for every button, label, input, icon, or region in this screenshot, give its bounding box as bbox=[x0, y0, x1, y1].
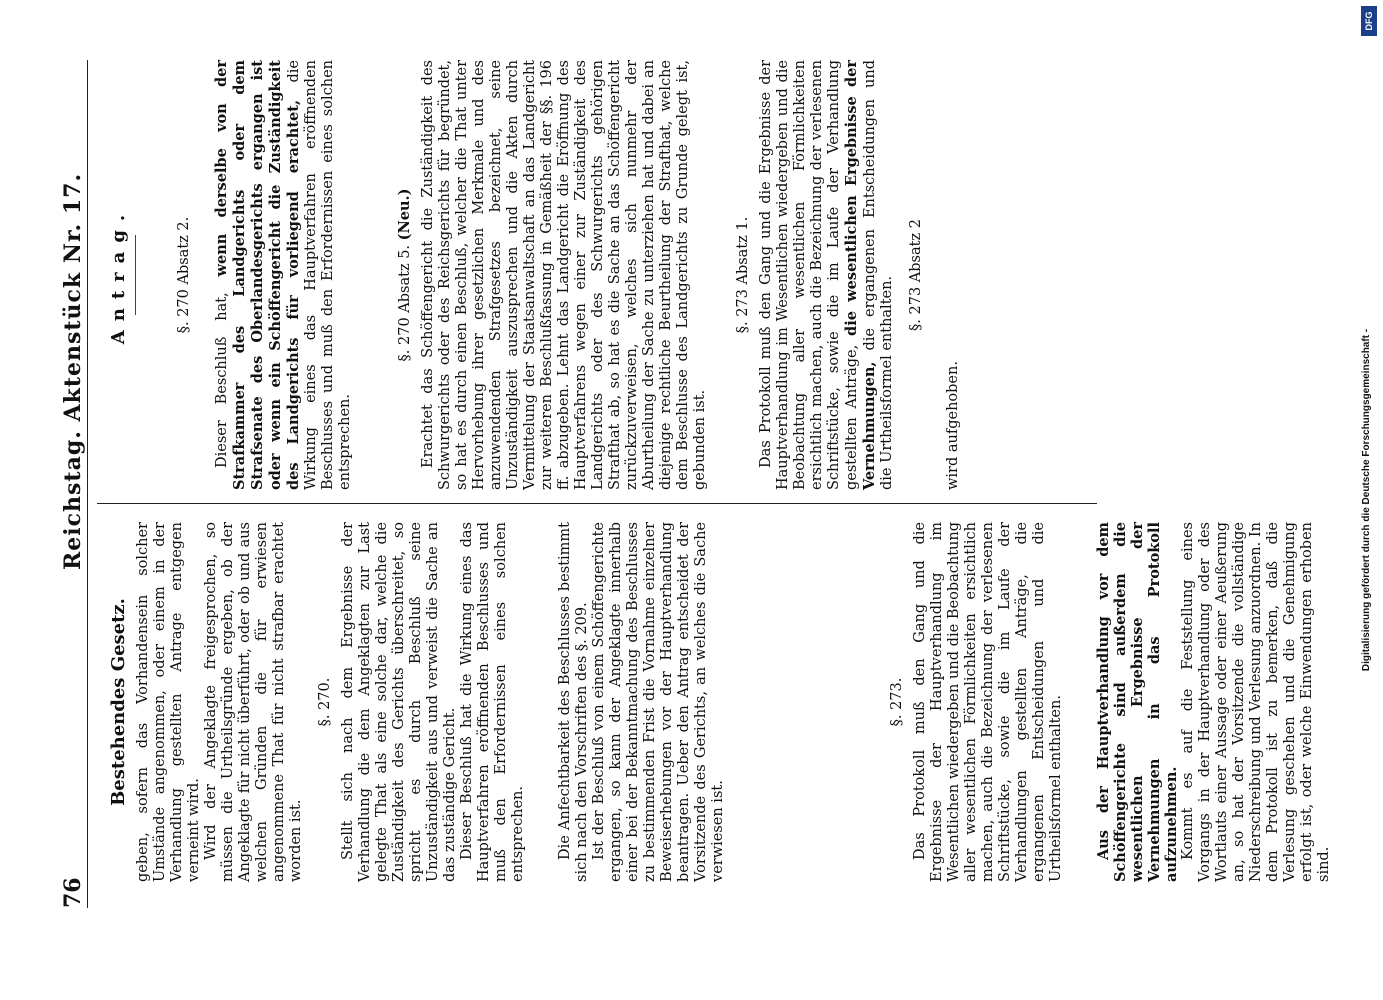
paragraph bbox=[758, 60, 896, 490]
paragraph: Kommt es auf die Feststellung eines Vorgangs in der Hauptverhandlung oder des Wortlauts einer Aussage oder einer Aeußerung an, so hat der Vorsitzende die vollständige Niederschreibung und Verlesung anzuordnen. In dem Protokoll ist zu bemerken, daß die Verlesung geschehen und die Genehmigung erfolgt ist, oder welche Einwendungen erhoben sind. bbox=[1180, 522, 1332, 882]
paragraph: Das Protokoll muß den Gang und die Ergebnisse der Hauptverhandlung im Wesentlichen wiedergeben und die Beobachtung aller wesentlichen Förmlichkeiten ersichtlich machen, auch die Bezeichnung der verlesenen Schriftstücke, sowie die im Laufe der Verhandlungen gestellten Anträge, die ergangenen Entscheidungen und die Urtheilsformel enthalten. bbox=[912, 522, 1064, 882]
digitization-note-text: Digitalisierung gefördert durch die Deutsche Forschungsgemeinschaft - bbox=[1361, 328, 1372, 672]
text-run: Das Protokoll muß den Gang und die Ergebnisse der Hauptverhandlung im Wesentlichen wiedergeben und die Beobachtung aller wesentlichen Förmlichkeiten ersichtlich machen, auch die Bezeichnung der verlesenen Schriftstücke, sowie die im Laufe der Verhandlung gestellten Anträge, bbox=[758, 60, 860, 490]
section-heading: §. 270 Absatz 2. bbox=[176, 216, 192, 334]
paragraph-bold: Aus der Hauptverhandlung vor dem Schöffengerichte sind außerdem die wesentlichen Ergebnisse der Vernehmungen in das Protokoll aufzunehmen. bbox=[1095, 522, 1180, 882]
new-marker: (Neu.) bbox=[396, 188, 413, 241]
section-heading: §. 273 Absatz 2 bbox=[908, 219, 924, 331]
paragraph: Wird der Angeklagte freigesprochen, so müssen die Urtheilsgründe ergeben, ob der Angeklagte für nicht überführt, oder ob und aus welchen Gründen die für erwiesen angenommene That für nicht strafbar erachtet worden ist. bbox=[203, 522, 304, 882]
text-run: Dieser Beschluß hat, bbox=[214, 276, 230, 468]
dfg-logo-text: DFG bbox=[1364, 11, 1374, 31]
text-run: die ergangenen Entscheidungen und die Urtheilsformel enthalten. bbox=[862, 60, 895, 490]
section-heading: §. 273 Absatz 1. bbox=[735, 216, 751, 334]
text-run-bold: die wesentlichen Ergebnisse der Vernehmungen, bbox=[843, 60, 878, 490]
column-proposal bbox=[110, 60, 962, 490]
paragraph: geben, sofern das Vorhandensein solcher Umstände angenommen, oder einem in der Verhandlung gestellten Antrage entgegen verneint wird. bbox=[135, 522, 202, 882]
section-heading: §. 270. bbox=[317, 677, 333, 727]
paragraph: Dieser Beschluß hat die Wirkung eines das Hauptverfahren eröffnenden Beschlusses und muß den Erfordernissen eines solchen entsprechen. bbox=[459, 522, 526, 882]
column-divider bbox=[97, 503, 1097, 504]
text-run-bold: wenn derselbe von der Strafkammer des Landgerichts oder dem Strafsenate des Oberlandesgerichts ergangen ist oder wenn ein Schöffengericht die Zuständigkeit des Landgerichts für vorliegend erachtet, bbox=[213, 60, 302, 490]
digitization-note bbox=[1361, 20, 1377, 980]
section-label: §. 270 Absatz 5. bbox=[397, 244, 413, 362]
section-heading: §. 273. bbox=[889, 677, 905, 727]
column-heading-proposal: Antrag. bbox=[108, 205, 129, 345]
section-heading bbox=[396, 60, 414, 490]
paragraph bbox=[213, 60, 354, 490]
paragraph: Die Anfechtbarkeit des Beschlusses bestimmt sich nach den Vorschriften des §. 209. bbox=[557, 522, 590, 882]
column-existing-law bbox=[110, 522, 1333, 882]
column-heading-existing-law: Bestehendes Gesetz. bbox=[108, 598, 129, 806]
text-run: die Wirkung eines das Hauptverfahren eröffnenden Beschlusses und muß den Erfordernissen eines solchen entsprechen. bbox=[286, 60, 353, 490]
page-title: Reichstag. Aktenstück Nr. 17. bbox=[60, 172, 86, 570]
header-rule bbox=[87, 60, 88, 908]
page-number: 76 bbox=[60, 877, 86, 908]
paragraph: Erachtet das Schöffengericht die Zuständigkeit des Schwurgerichts oder des Reichsgerichts für begründet, so hat es durch einen Beschluß, welcher die That unter Hervorhebung ihrer gesetzlichen Merkmale und des anzuwendenden Strafgesetzes bezeichnet, seine Unzuständigkeit auszusprechen und die Akten durch Vermittelung der Staatsanwaltschaft an das Landgericht zur weiteren Beschlußfassung in Gemäßheit der §§. 196 ff. abzugeben. Lehnt das Landgericht die Eröffnung des Hauptverfahrens wegen einer zur Zuständigkeit des Landgerichts oder des Schwurgerichts gehörigen Strafthat ab, so hat es die Sache an das Schöffengericht zurückzuverweisen, welches sich nunmehr der Aburtheilung der Sache zu unterziehen hat und dabei an diejenige rechtliche Beurtheilung der Strafthat, welche dem Beschlusse des Landgerichts zu Grunde gelegt ist, gebunden ist. bbox=[420, 60, 708, 490]
paragraph: wird aufgehoben. bbox=[945, 361, 961, 490]
paragraph: Ist der Beschluß von einem Schöffengerichte ergangen, so kann der Angeklagte innerhalb einer bei der Bekanntmachung des Beschlusses zu bestimmenden Frist die Vornahme einzelner Beweiserhebungen vor der Hauptverhandlung beantragen. Ueber den Antrag entscheidet der Vorsitzende des Gerichts, an welches die Sache verwiesen ist. bbox=[591, 522, 726, 882]
heading-rule bbox=[135, 235, 136, 315]
paragraph: Stellt sich nach dem Ergebnisse der Verhandlung die dem Angeklagten zur Last gelegte That als eine solche dar, welche die Zuständigkeit des Gerichts überschreitet, so spricht es durch Beschluß seine Unzuständigkeit aus und verweist die Sache an das zuständige Gericht. bbox=[340, 522, 458, 882]
